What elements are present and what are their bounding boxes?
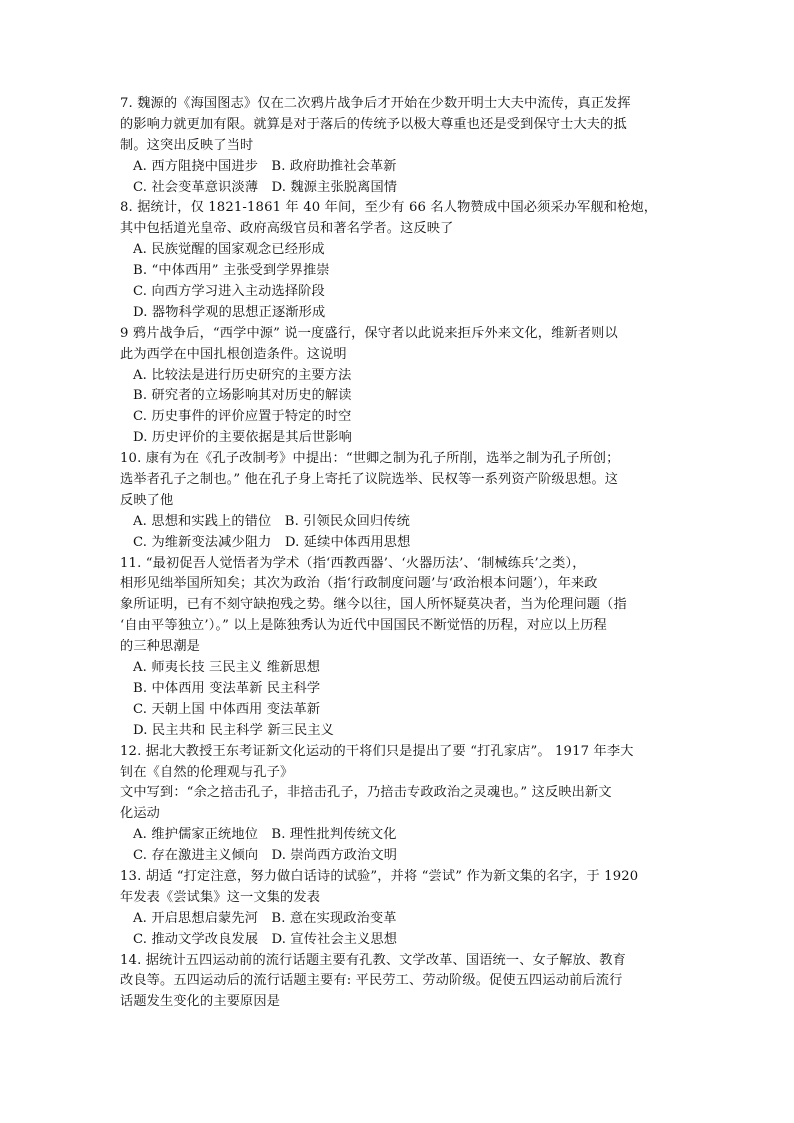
- question-stem-line: 其中包括道光皇帝、政府高级官员和著名学者。这反映了: [120, 221, 454, 237]
- question-stem-line: 的三种思潮是: [120, 639, 201, 655]
- answer-option: A. 民族觉醒的国家观念已经形成: [133, 242, 325, 258]
- question-stem-line: 制。这突出反映了当时: [120, 137, 254, 153]
- answer-options-row: C. 推动文学改良发展 D. 宣传社会主义思想: [133, 931, 398, 947]
- question-stem-line: 13. 胡适 “打定注意，努力做白话诗的试验”，并将 “尝试” 作为新文集的名字，于 1920: [120, 868, 639, 884]
- question-stem-line: 11. “最初促吾人觉悟者为学术（指‘西教西器’、‘火器历法’、‘制械练兵’之类），: [120, 555, 586, 571]
- answer-options-row: A. 西方阻挠中国进步 B. 政府助推社会革新: [133, 158, 397, 174]
- answer-option: C. 历史事件的评价应置于特定的时空: [133, 409, 352, 425]
- answer-option: D. 民主共和 民主科学 新三民主义: [133, 722, 335, 738]
- answer-options-row: A. 维护儒家正统地位 B. 理性批判传统文化: [133, 827, 397, 843]
- question-stem-line: 改良等。五四运动后的流行话题主要有: 平民劳工、劳动阶级。促使五四运动前后流行: [120, 973, 623, 989]
- question-stem-line: 7. 魏源的《海国图志》仅在二次鸦片战争后才开始在少数开明士大夫中流传，真正发挥: [120, 96, 631, 111]
- answer-options-row: C. 存在激进主义倾向 D. 崇尚西方政治文明: [133, 848, 398, 864]
- question-stem-line: 话题发生变化的主要原因是: [120, 994, 281, 1010]
- question-stem-line: 9 鸦片战争后，“西学中源” 说一度盛行，保守者以此说来拒斥外来文化，维新者则以: [120, 325, 618, 341]
- question-stem-line: 8. 据统计，仅 1821-1861 年 40 年间，至少有 66 名人物赞成中国必须采办军舰和枪炮，: [120, 200, 658, 216]
- answer-options-row: C. 社会变革意识淡薄 D. 魏源主张脱离国情: [133, 179, 398, 195]
- question-stem-line: 的影响力就更加有限。就算是对于落后的传统予以极大尊重也还是受到保守士大夫的抵: [120, 116, 627, 132]
- question-stem-line: 钊在《自然的伦理观与孔子》: [120, 764, 294, 780]
- answer-options-row: A. 思想和实践上的错位 B. 引领民众回归传统: [133, 513, 410, 529]
- question-13: [120, 867, 680, 951]
- question-stem-line: 相形见绌举国所知矣；其次为政治（指‘行政制度问题’与‘政治根本问题’），年来政: [120, 576, 598, 592]
- question-stem-line: 选举者孔子之制也。” 他在孔子身上寄托了议院选举、民权等一系列资产阶级思想。这: [120, 472, 619, 488]
- question-stem-line: 年发表《尝试集》这一文集的发表: [120, 889, 321, 905]
- answer-option: D. 历史评价的主要依据是其后世影响: [133, 430, 352, 446]
- answer-options-row: C. 为维新变法减少阻力 D. 延续中体西用思想: [133, 534, 411, 550]
- question-9: [120, 324, 680, 449]
- question-stem-line: 10. 康有为在《孔子改制考》中提出：“世卿之制为孔子所削，选举之制为孔子所创；: [120, 451, 620, 467]
- answer-option: B. 中体西用 变法革新 民主科学: [133, 680, 321, 696]
- question-stem-line: 12. 据北大教授王东考证新文化运动的干将们只是提出了要 “打孔家店”。 1917 年李大: [120, 743, 634, 759]
- question-stem-line: 14. 据统计五四运动前的流行话题主要有孔教、文学改革、国语统一、女子解放、教育: [120, 952, 626, 968]
- question-stem-line: 此为西学在中国扎根创造条件。这说明: [120, 346, 347, 362]
- answer-option: B. 研究者的立场影响其对历史的解读: [133, 388, 352, 404]
- answer-option: B. “中体西用” 主张受到学界推崇: [133, 263, 330, 279]
- question-stem-line: 化运动: [120, 806, 161, 822]
- question-stem-line: 反映了他: [120, 492, 174, 508]
- answer-option: C. 向西方学习进入主动选择阶段: [133, 284, 325, 300]
- question-12: [120, 742, 680, 867]
- question-stem-line: 文中写到：“余之掊击孔子，非掊击孔子，乃掊击专政政治之灵魂也。” 这反映出新文: [120, 785, 612, 801]
- question-stem-line: ‘自由平等独立’）。” 以上是陈独秀认为近代中国国民不断觉悟的历程，对应以上历程: [120, 618, 607, 634]
- answer-options-row: A. 开启思想启蒙先河 B. 意在实现政治变革: [133, 910, 397, 926]
- question-8: [120, 198, 680, 323]
- answer-option: A. 比较法是进行历史研究的主要方法: [133, 367, 352, 383]
- answer-option: D. 器物科学观的思想正逐渐形成: [133, 304, 326, 320]
- answer-option: C. 天朝上国 中体西用 变法革新: [133, 701, 321, 717]
- question-10: [120, 449, 680, 553]
- question-stem-line: 象所证明，已有不刻守缺抱残之势。继今以往，国人所怀疑莫决者，当为伦理问题（指: [120, 597, 627, 613]
- question-7: [120, 94, 680, 198]
- question-list: [120, 94, 680, 1013]
- question-11: [120, 554, 680, 742]
- answer-option: A. 师夷长技 三民主义 维新思想: [133, 660, 321, 676]
- question-14: [120, 951, 680, 1014]
